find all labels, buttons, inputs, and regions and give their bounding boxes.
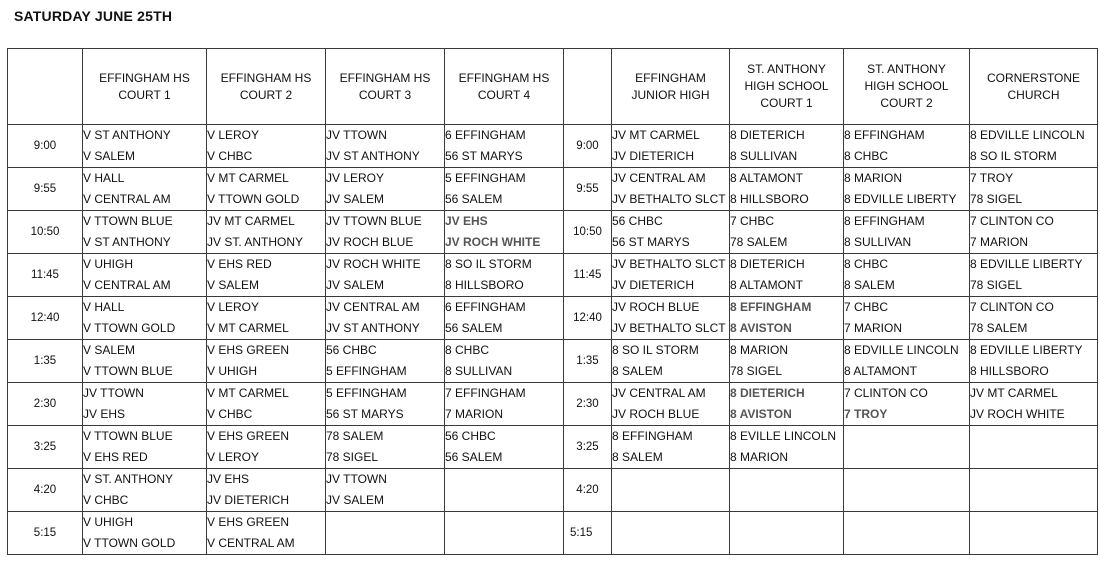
matchup-cell: [730, 469, 844, 512]
matchup-cell: [970, 426, 1098, 469]
team-name: JV ST. ANTHONY: [207, 235, 304, 249]
team-name: JV ROCH WHITE: [445, 235, 541, 249]
time-cell: 4:20: [8, 469, 83, 512]
team-name: JV ROCH WHITE: [970, 407, 1065, 421]
time-header: [8, 49, 83, 125]
team-name: 56 ST MARYS: [612, 235, 690, 249]
team-name: JV ST ANTHONY: [326, 149, 420, 163]
matchup-cell: [83, 383, 207, 426]
matchup-cell: [844, 340, 970, 383]
matchup-cell: [730, 340, 844, 383]
time-cell: 5:15: [8, 512, 83, 555]
team-name: JV CENTRAL AM: [612, 386, 706, 400]
matchup-cell: [844, 426, 970, 469]
matchup-cell: [970, 125, 1098, 168]
matchup-cell: [612, 211, 730, 254]
team-name: 8 SO IL STORM: [970, 149, 1057, 163]
team-name: V LEROY: [207, 450, 260, 464]
team-name: 7 MARION: [970, 235, 1029, 249]
matchup-cell: [612, 168, 730, 211]
matchup-cell: [445, 426, 564, 469]
team-name: 8 DIETERICH: [730, 257, 805, 271]
court-header: EFFINGHAM HS COURT 2: [207, 49, 326, 125]
team-name: JV ROCH BLUE: [612, 300, 700, 314]
team-name: 6 EFFINGHAM: [445, 128, 526, 142]
team-name: V EHS GREEN: [207, 343, 290, 357]
team-name: JV BETHALTO SLCT: [612, 321, 726, 335]
schedule-row: [8, 426, 1098, 469]
matchup-cell: [844, 383, 970, 426]
team-name: 8 DIETERICH: [730, 128, 805, 142]
matchup-cell: [730, 383, 844, 426]
team-name: 8 HILLSBORO: [970, 364, 1049, 378]
schedule-row: [8, 211, 1098, 254]
team-name: 8 SO IL STORM: [612, 343, 699, 357]
team-name: JV EHS: [207, 472, 250, 486]
schedule-row: [8, 254, 1098, 297]
matchup-cell: [970, 211, 1098, 254]
matchup-cell: [970, 254, 1098, 297]
team-name: 8 ALTAMONT: [730, 278, 803, 292]
team-name: V TTOWN BLUE: [83, 214, 173, 228]
team-name: V UHIGH: [83, 257, 134, 271]
team-name: 8 CHBC: [844, 149, 889, 163]
matchup-cell: [445, 297, 564, 340]
time-cell: 11:45: [564, 254, 612, 297]
team-name: JV TTOWN: [83, 386, 144, 400]
team-name: V MT CARMEL: [207, 386, 289, 400]
time-cell: 10:50: [8, 211, 83, 254]
matchup-cell: [844, 211, 970, 254]
court-header: ST. ANTHONY HIGH SCHOOL COURT 2: [844, 49, 970, 125]
matchup-cell: [326, 211, 445, 254]
team-name: V CENTRAL AM: [83, 192, 171, 206]
team-name: JV ROCH BLUE: [326, 235, 414, 249]
matchup-cell: [326, 297, 445, 340]
schedule-row: [8, 340, 1098, 383]
matchup-cell: [207, 512, 326, 555]
team-name: V CENTRAL AM: [83, 278, 171, 292]
time-cell: 1:35: [8, 340, 83, 383]
team-name: V SALEM: [83, 149, 136, 163]
team-name: 5 EFFINGHAM: [326, 364, 407, 378]
court-header: EFFINGHAM HS COURT 1: [83, 49, 207, 125]
team-name: 8 MARION: [730, 450, 789, 464]
team-name: JV ST ANTHONY: [326, 321, 420, 335]
matchup-cell: [612, 469, 730, 512]
team-name: V TTOWN GOLD: [83, 321, 176, 335]
matchup-cell: [445, 383, 564, 426]
matchup-cell: [844, 125, 970, 168]
time-cell: 2:30: [8, 383, 83, 426]
matchup-cell: [844, 297, 970, 340]
team-name: V LEROY: [207, 300, 260, 314]
team-name: 78 SIGEL: [326, 450, 379, 464]
matchup-cell: [844, 168, 970, 211]
matchup-cell: [730, 426, 844, 469]
time-cell: 9:55: [564, 168, 612, 211]
matchup-cell: [207, 340, 326, 383]
time-cell: 11:45: [8, 254, 83, 297]
court-header: CORNERSTONE CHURCH: [970, 49, 1098, 125]
time-cell: 2:30: [564, 383, 612, 426]
court-header: EFFINGHAM JUNIOR HIGH: [612, 49, 730, 125]
team-name: V MT CARMEL: [207, 171, 289, 185]
team-name: 8 EFFINGHAM: [844, 128, 925, 142]
team-name: 56 SALEM: [445, 450, 503, 464]
team-name: JV MT CARMEL: [207, 214, 295, 228]
matchup-cell: [844, 469, 970, 512]
team-name: V TTOWN BLUE: [83, 429, 173, 443]
court-header: EFFINGHAM HS COURT 4: [445, 49, 564, 125]
matchup-cell: [326, 469, 445, 512]
team-name: V HALL: [83, 300, 125, 314]
schedule-row: [8, 469, 1098, 512]
time-header: [564, 49, 612, 125]
team-name: JV TTOWN: [326, 472, 387, 486]
team-name: V CENTRAL AM: [207, 536, 295, 550]
team-name: 8 MARION: [730, 343, 789, 357]
team-name: 8 EFFINGHAM: [730, 300, 812, 314]
matchup-cell: [207, 254, 326, 297]
team-name: 8 EDVILLE LINCOLN: [844, 343, 959, 357]
team-name: 56 CHBC: [445, 429, 496, 443]
team-name: 8 EVILLE LINCOLN: [730, 429, 837, 443]
matchup-cell: [970, 383, 1098, 426]
team-name: 8 SULLIVAN: [730, 149, 798, 163]
matchup-cell: [326, 383, 445, 426]
matchup-cell: [326, 168, 445, 211]
team-name: 7 TROY: [844, 407, 888, 421]
team-name: V LEROY: [207, 128, 260, 142]
matchup-cell: [207, 168, 326, 211]
team-name: 8 AVISTON: [730, 321, 792, 335]
team-name: 56 SALEM: [445, 321, 503, 335]
team-name: V UHIGH: [207, 364, 258, 378]
page-title: SATURDAY JUNE 25TH: [14, 8, 173, 24]
court-header: EFFINGHAM HS COURT 3: [326, 49, 445, 125]
matchup-cell: [326, 125, 445, 168]
team-name: JV BETHALTO SLCT: [612, 257, 726, 271]
team-name: 8 EFFINGHAM: [844, 214, 925, 228]
time-cell: 9:55: [8, 168, 83, 211]
team-name: 8 EDVILLE LIBERTY: [970, 343, 1083, 357]
team-name: 8 EFFINGHAM: [612, 429, 693, 443]
matchup-cell: [970, 168, 1098, 211]
matchup-cell: [326, 340, 445, 383]
team-name: JV BETHALTO SLCT: [612, 192, 726, 206]
team-name: 7 CLINTON CO: [844, 386, 928, 400]
team-name: 5 EFFINGHAM: [445, 171, 526, 185]
matchup-cell: [445, 125, 564, 168]
team-name: V CHBC: [207, 149, 253, 163]
team-name: V SALEM: [83, 343, 136, 357]
team-name: 8 EDVILLE LIBERTY: [970, 257, 1083, 271]
team-name: JV DIETERICH: [207, 493, 290, 507]
schedule-row: [8, 297, 1098, 340]
team-name: JV DIETERICH: [612, 278, 695, 292]
matchup-cell: [730, 125, 844, 168]
matchup-cell: [326, 254, 445, 297]
schedule-row: [8, 512, 1098, 555]
team-name: V HALL: [83, 171, 125, 185]
team-name: 78 SIGEL: [970, 278, 1023, 292]
team-name: 56 CHBC: [612, 214, 663, 228]
matchup-cell: [612, 426, 730, 469]
matchup-cell: [445, 512, 564, 555]
team-name: V EHS RED: [83, 450, 148, 464]
schedule-row: [8, 383, 1098, 426]
team-name: 5 EFFINGHAM: [326, 386, 407, 400]
team-name: V ST ANTHONY: [83, 128, 171, 142]
time-cell: 3:25: [8, 426, 83, 469]
team-name: 56 SALEM: [445, 192, 503, 206]
matchup-cell: [207, 297, 326, 340]
schedule-row: [8, 125, 1098, 168]
time-cell: 4:20: [564, 469, 612, 512]
team-name: JV CENTRAL AM: [612, 171, 706, 185]
matchup-cell: [207, 469, 326, 512]
team-name: V TTOWN GOLD: [83, 536, 176, 550]
time-cell: 9:00: [564, 125, 612, 168]
team-name: JV EHS: [445, 214, 488, 228]
time-cell: 3:25: [564, 426, 612, 469]
team-name: V MT CARMEL: [207, 321, 289, 335]
matchup-cell: [844, 512, 970, 555]
team-name: V TTOWN GOLD: [207, 192, 300, 206]
schedule-table: [7, 48, 1098, 555]
time-cell: 1:35: [564, 340, 612, 383]
time-cell: 10:50: [564, 211, 612, 254]
team-name: V SALEM: [207, 278, 260, 292]
matchup-cell: [445, 254, 564, 297]
team-name: 8 SALEM: [612, 450, 663, 464]
matchup-cell: [83, 426, 207, 469]
time-cell: 12:40: [8, 297, 83, 340]
team-name: JV SALEM: [326, 278, 385, 292]
matchup-cell: [612, 297, 730, 340]
time-cell: 9:00: [8, 125, 83, 168]
team-name: JV MT CARMEL: [970, 386, 1058, 400]
matchup-cell: [83, 297, 207, 340]
matchup-cell: [445, 469, 564, 512]
team-name: 7 CHBC: [844, 300, 889, 314]
team-name: V UHIGH: [83, 515, 134, 529]
matchup-cell: [207, 211, 326, 254]
team-name: JV DIETERICH: [612, 149, 695, 163]
team-name: JV TTOWN: [326, 128, 387, 142]
team-name: V EHS GREEN: [207, 429, 290, 443]
team-name: JV TTOWN BLUE: [326, 214, 422, 228]
matchup-cell: [730, 512, 844, 555]
time-cell: 5:15: [564, 512, 612, 555]
matchup-cell: [326, 512, 445, 555]
team-name: 56 CHBC: [326, 343, 377, 357]
matchup-cell: [612, 125, 730, 168]
header-row: [8, 49, 1098, 125]
matchup-cell: [612, 340, 730, 383]
team-name: 78 SALEM: [730, 235, 788, 249]
matchup-cell: [83, 125, 207, 168]
team-name: 6 EFFINGHAM: [445, 300, 526, 314]
matchup-cell: [83, 168, 207, 211]
team-name: 8 SULLIVAN: [445, 364, 513, 378]
matchup-cell: [83, 469, 207, 512]
team-name: 8 HILLSBORO: [445, 278, 524, 292]
team-name: 8 EDVILLE LINCOLN: [970, 128, 1085, 142]
team-name: JV ROCH WHITE: [326, 257, 421, 271]
team-name: V CHBC: [83, 493, 129, 507]
matchup-cell: [445, 168, 564, 211]
matchup-cell: [612, 383, 730, 426]
team-name: 8 ALTAMONT: [844, 364, 917, 378]
matchup-cell: [445, 211, 564, 254]
team-name: 7 CHBC: [730, 214, 775, 228]
team-name: 8 SULLIVAN: [844, 235, 912, 249]
team-name: 8 HILLSBORO: [730, 192, 809, 206]
team-name: 56 ST MARYS: [445, 149, 523, 163]
matchup-cell: [83, 512, 207, 555]
matchup-cell: [730, 168, 844, 211]
team-name: JV CENTRAL AM: [326, 300, 420, 314]
team-name: 78 SIGEL: [730, 364, 783, 378]
team-name: 8 AVISTON: [730, 407, 792, 421]
team-name: 8 CHBC: [445, 343, 490, 357]
team-name: 8 SALEM: [844, 278, 895, 292]
matchup-cell: [612, 512, 730, 555]
team-name: V EHS RED: [207, 257, 272, 271]
team-name: V CHBC: [207, 407, 253, 421]
team-name: 8 EDVILLE LIBERTY: [844, 192, 957, 206]
matchup-cell: [445, 340, 564, 383]
team-name: 78 SIGEL: [970, 192, 1023, 206]
team-name: V ST. ANTHONY: [83, 472, 174, 486]
matchup-cell: [970, 512, 1098, 555]
team-name: 8 CHBC: [844, 257, 889, 271]
team-name: JV SALEM: [326, 493, 385, 507]
team-name: JV EHS: [83, 407, 126, 421]
matchup-cell: [730, 297, 844, 340]
time-cell: 12:40: [564, 297, 612, 340]
team-name: 7 CLINTON CO: [970, 214, 1054, 228]
team-name: 8 MARION: [844, 171, 903, 185]
team-name: JV ROCH BLUE: [612, 407, 700, 421]
matchup-cell: [612, 254, 730, 297]
team-name: 7 MARION: [844, 321, 903, 335]
team-name: 7 TROY: [970, 171, 1014, 185]
matchup-cell: [207, 426, 326, 469]
matchup-cell: [326, 426, 445, 469]
matchup-cell: [970, 469, 1098, 512]
team-name: 7 MARION: [445, 407, 504, 421]
team-name: JV MT CARMEL: [612, 128, 700, 142]
team-name: V ST ANTHONY: [83, 235, 171, 249]
team-name: 8 SALEM: [612, 364, 663, 378]
team-name: 8 DIETERICH: [730, 386, 805, 400]
matchup-cell: [844, 254, 970, 297]
court-header: ST. ANTHONY HIGH SCHOOL COURT 1: [730, 49, 844, 125]
team-name: V TTOWN BLUE: [83, 364, 173, 378]
matchup-cell: [730, 211, 844, 254]
matchup-cell: [970, 340, 1098, 383]
team-name: JV SALEM: [326, 192, 385, 206]
team-name: 78 SALEM: [970, 321, 1028, 335]
team-name: V EHS GREEN: [207, 515, 290, 529]
schedule-row: [8, 168, 1098, 211]
team-name: 56 ST MARYS: [326, 407, 404, 421]
matchup-cell: [207, 383, 326, 426]
matchup-cell: [970, 297, 1098, 340]
matchup-cell: [207, 125, 326, 168]
matchup-cell: [83, 211, 207, 254]
team-name: 7 CLINTON CO: [970, 300, 1054, 314]
team-name: 7 EFFINGHAM: [445, 386, 526, 400]
team-name: JV LEROY: [326, 171, 385, 185]
team-name: 8 SO IL STORM: [445, 257, 532, 271]
matchup-cell: [83, 254, 207, 297]
team-name: 78 SALEM: [326, 429, 384, 443]
team-name: 8 ALTAMONT: [730, 171, 803, 185]
matchup-cell: [83, 340, 207, 383]
matchup-cell: [730, 254, 844, 297]
